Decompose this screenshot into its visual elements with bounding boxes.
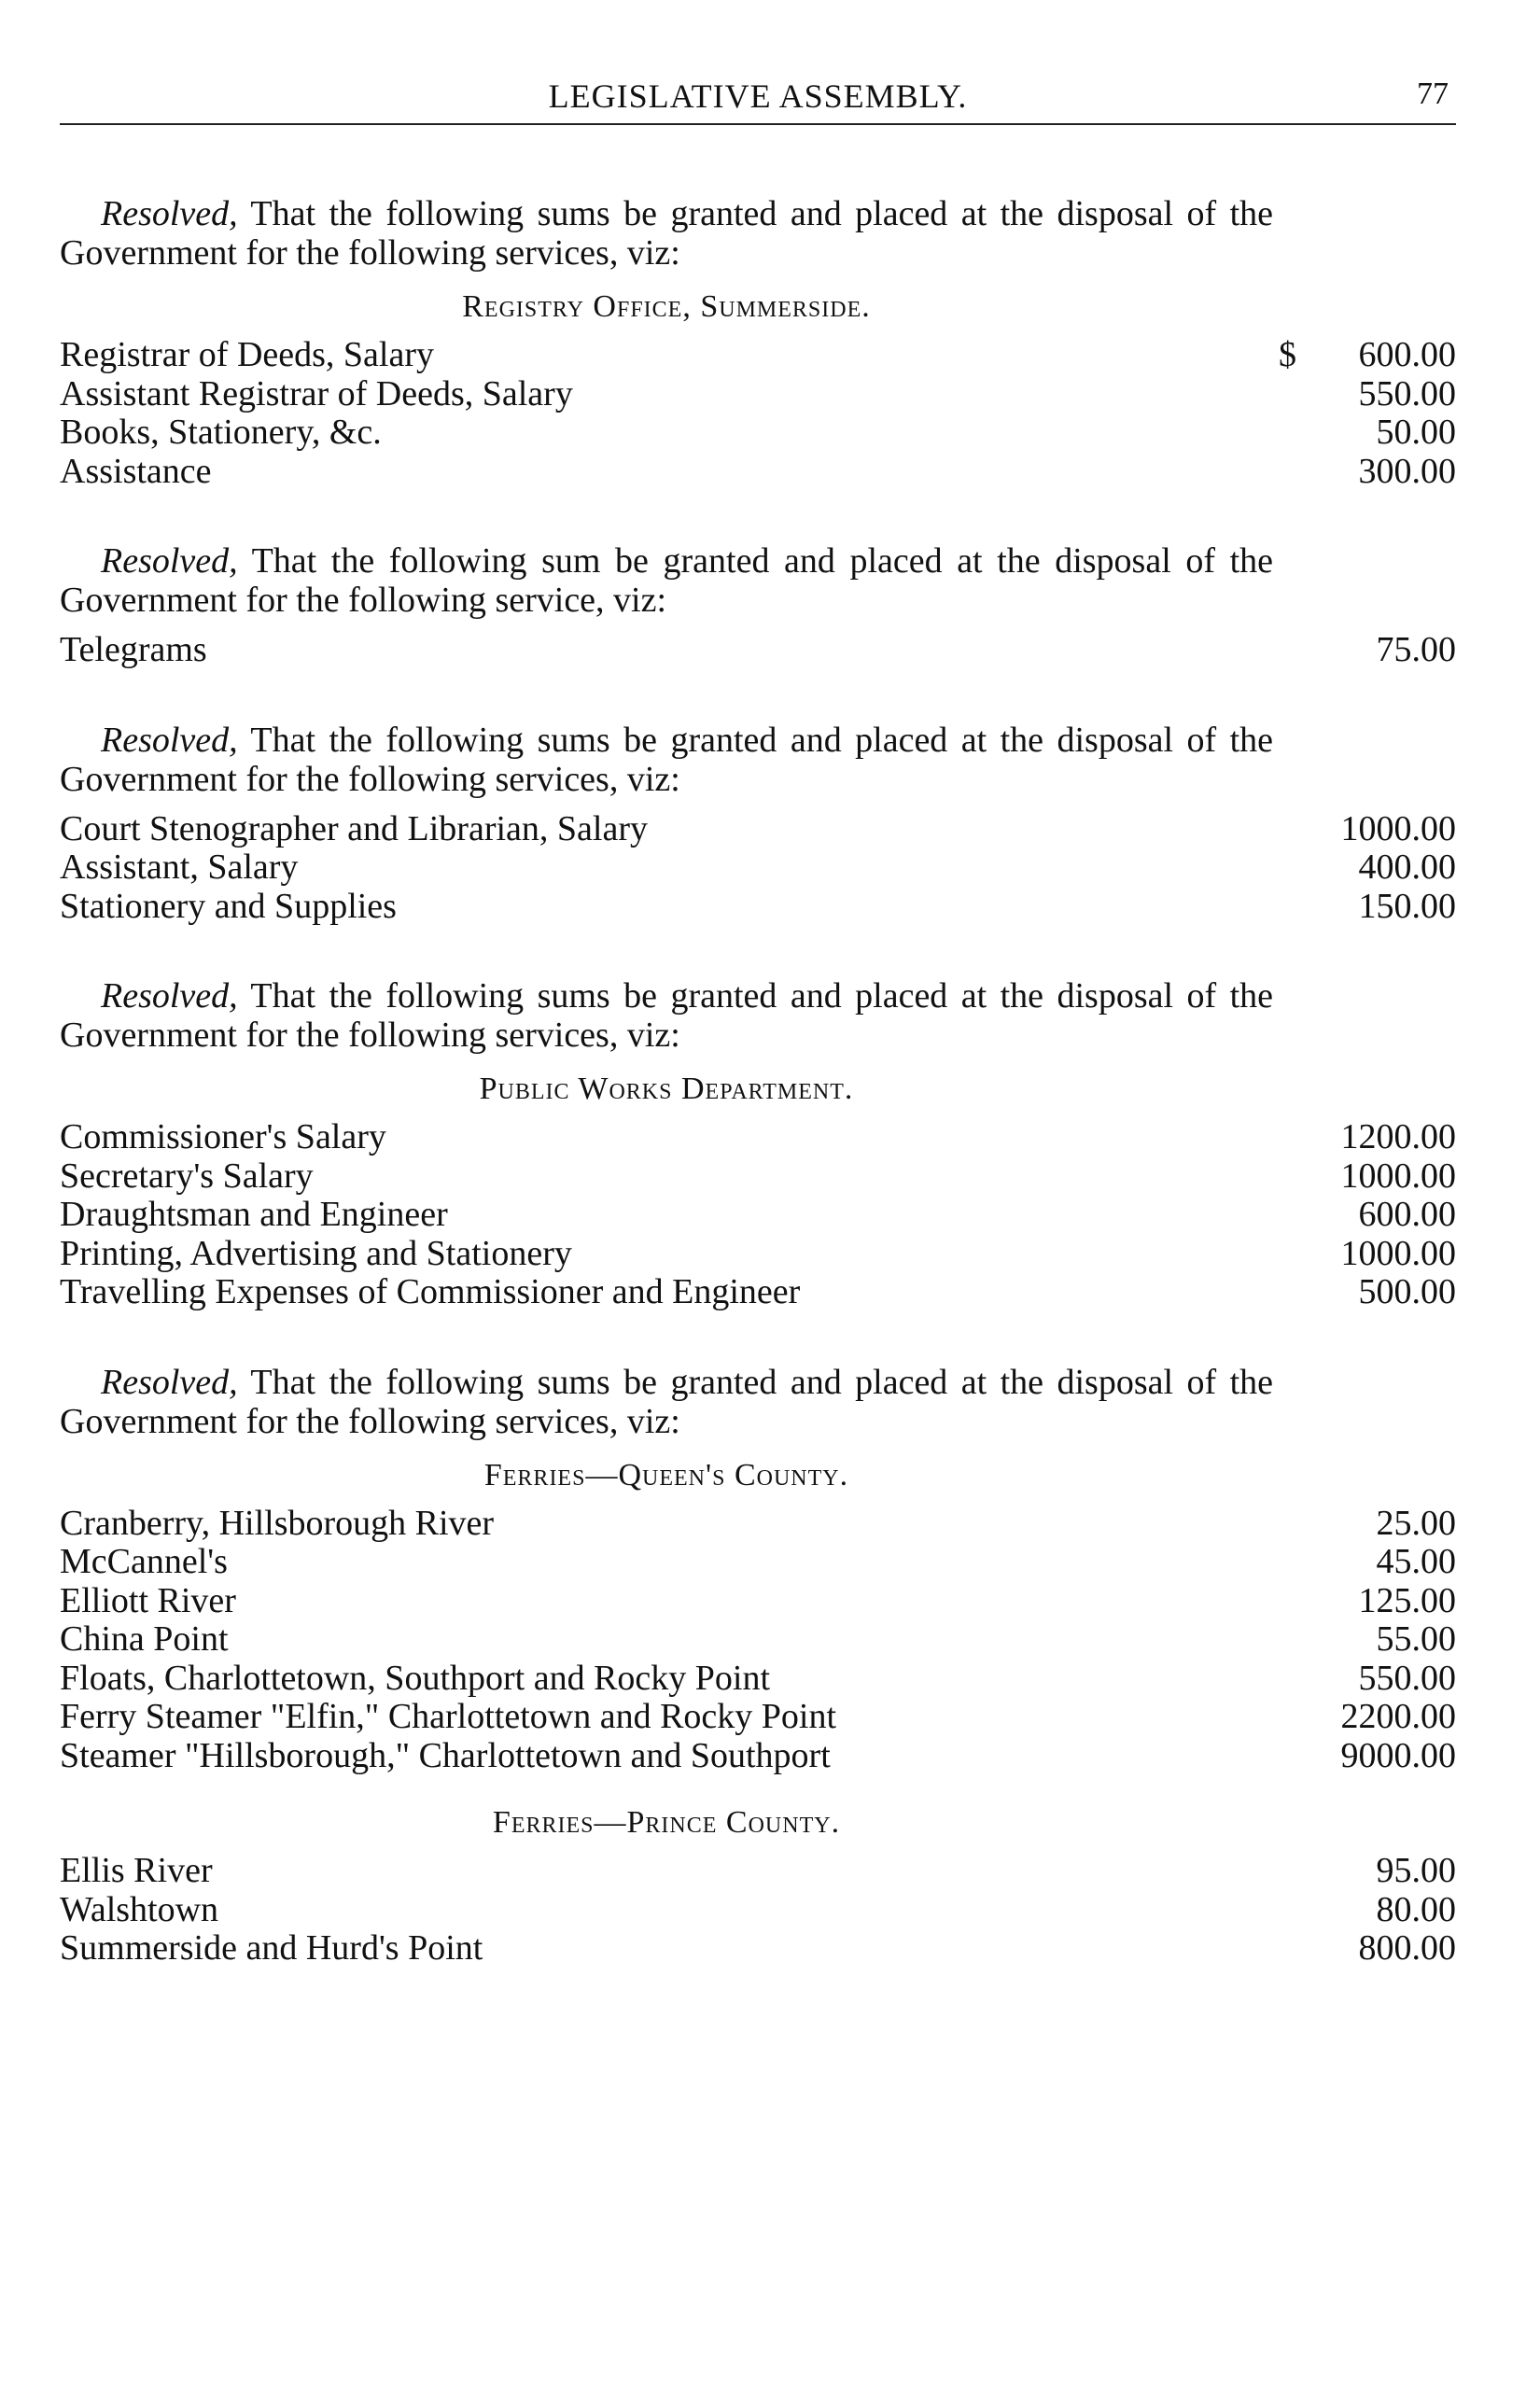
item-amount: 75.00 [1376,630,1456,669]
resolved-word: Resolved, [101,1362,238,1402]
item-amount: 9000.00 [1340,1735,1456,1775]
resolution-body: That the following sum be granted and placed at the disposal of the Government for the following service, viz: [60,541,1273,620]
item-amount: 95.00 [1376,1851,1456,1890]
resolution-body: That the following sums be granted and placed at the disposal of the Government for the following services, viz: [60,1362,1273,1441]
line-item [60,1737,1456,1776]
resolution-section [60,1363,1456,1969]
resolution-body: That the following sums be granted and placed at the disposal of the Government for the following services, viz: [60,976,1273,1055]
line-item [60,1235,1456,1274]
line-item [60,1543,1456,1582]
item-label: China Point [60,1619,229,1659]
item-list [60,336,1456,491]
line-item [60,1660,1456,1699]
line-item [60,1273,1456,1312]
line-item [60,413,1456,453]
item-amount: 55.00 [1376,1619,1456,1659]
item-amount: 125.00 [1358,1580,1456,1620]
item-amount: 25.00 [1376,1503,1456,1543]
item-label: Summerside and Hurd's Point [60,1928,483,1968]
item-amount: 1000.00 [1340,1233,1456,1273]
item-label: Draughtsman and Engineer [60,1195,448,1234]
item-amount: 2200.00 [1340,1697,1456,1736]
resolution-text [60,721,1273,799]
item-label: Assistant, Salary [60,848,299,887]
section-subheading: Ferries—Prince County. [492,1805,841,1840]
item-amount: 300.00 [1358,451,1456,491]
resolution-text [60,1363,1273,1441]
line-item [60,1891,1456,1930]
resolved-word: Resolved, [101,976,238,1016]
item-amount: 50.00 [1376,413,1456,452]
item-amount: 600.00 [1358,335,1456,374]
line-item [60,1157,1456,1197]
resolution-body: That the following sums be granted and placed at the disposal of the Government for the following services, viz: [60,720,1273,799]
item-amount: 800.00 [1358,1928,1456,1968]
item-amount: 150.00 [1358,886,1456,926]
item-label: McCannel's [60,1542,228,1581]
item-list [60,1505,1456,1776]
item-amount: 45.00 [1376,1542,1456,1581]
item-amount: 1200.00 [1340,1117,1456,1156]
item-label: Assistance [60,451,212,491]
resolution-section [60,194,1456,491]
item-label: Commissioner's Salary [60,1117,386,1156]
item-label: Assistant Registrar of Deeds, Salary [60,373,573,413]
item-amount: 550.00 [1358,1658,1456,1698]
resolution-section [60,976,1456,1312]
section-heading: Public Works Department. [479,1072,854,1106]
item-amount: 80.00 [1376,1889,1456,1929]
content-body [60,194,1456,2019]
item-label: Ellis River [60,1851,213,1890]
item-amount: 600.00 [1358,1195,1456,1234]
item-label: Travelling Expenses of Commissioner and Engineer [60,1272,801,1311]
item-label: Steamer "Hillsborough," Charlottetown and Southport [60,1735,831,1775]
running-title: LEGISLATIVE ASSEMBLY. [548,77,968,115]
item-label: Secretary's Salary [60,1156,314,1196]
item-list [60,631,1456,670]
item-label: Books, Stationery, &c. [60,413,382,452]
line-item [60,1698,1456,1737]
item-amount: 500.00 [1358,1272,1456,1311]
page-header [60,77,1456,125]
resolution-text [60,976,1273,1055]
item-amount: 1000.00 [1340,1156,1456,1196]
resolution-text [60,194,1273,273]
item-list [60,1852,1456,1969]
resolved-word: Resolved, [101,194,238,233]
line-item [60,1852,1456,1891]
item-label: Elliott River [60,1580,236,1620]
line-item [60,1929,1456,1969]
item-amount: 400.00 [1358,848,1456,887]
item-label: Walshtown [60,1889,219,1929]
item-label: Cranberry, Hillsborough River [60,1503,495,1543]
item-label: Printing, Advertising and Stationery [60,1233,572,1273]
line-item [60,1582,1456,1621]
line-item [60,631,1456,670]
line-item [60,1505,1456,1544]
line-item [60,1118,1456,1157]
line-item [60,848,1456,888]
resolution-section [60,541,1456,670]
line-item [60,1620,1456,1660]
resolution-text [60,541,1273,620]
item-label: Court Stenographer and Librarian, Salary [60,808,648,848]
resolved-word: Resolved, [101,541,238,581]
line-item [60,810,1456,849]
item-label: Registrar of Deeds, Salary [60,335,434,374]
resolved-word: Resolved, [101,720,238,760]
item-amount: 1000.00 [1340,808,1456,848]
item-label: Stationery and Supplies [60,886,397,926]
line-item [60,375,1456,414]
page-number: 77 [1417,77,1449,111]
item-amount: 550.00 [1358,373,1456,413]
section-heading: Ferries—Queen's County. [483,1457,849,1492]
section-heading: Registry Office, Summerside. [462,289,871,324]
resolution-body: That the following sums be granted and placed at the disposal of the Government for the following services, viz: [60,194,1273,273]
currency-symbol: $ [1279,335,1296,374]
item-label: Floats, Charlottetown, Southport and Rocky Point [60,1658,771,1698]
item-label: Telegrams [60,630,207,669]
resolution-section [60,721,1456,927]
item-label: Ferry Steamer "Elfin," Charlottetown and Rocky Point [60,1697,837,1736]
item-list [60,810,1456,927]
line-item [60,453,1456,492]
line-item [60,336,1456,375]
line-item [60,1196,1456,1235]
item-list [60,1118,1456,1312]
line-item [60,888,1456,927]
